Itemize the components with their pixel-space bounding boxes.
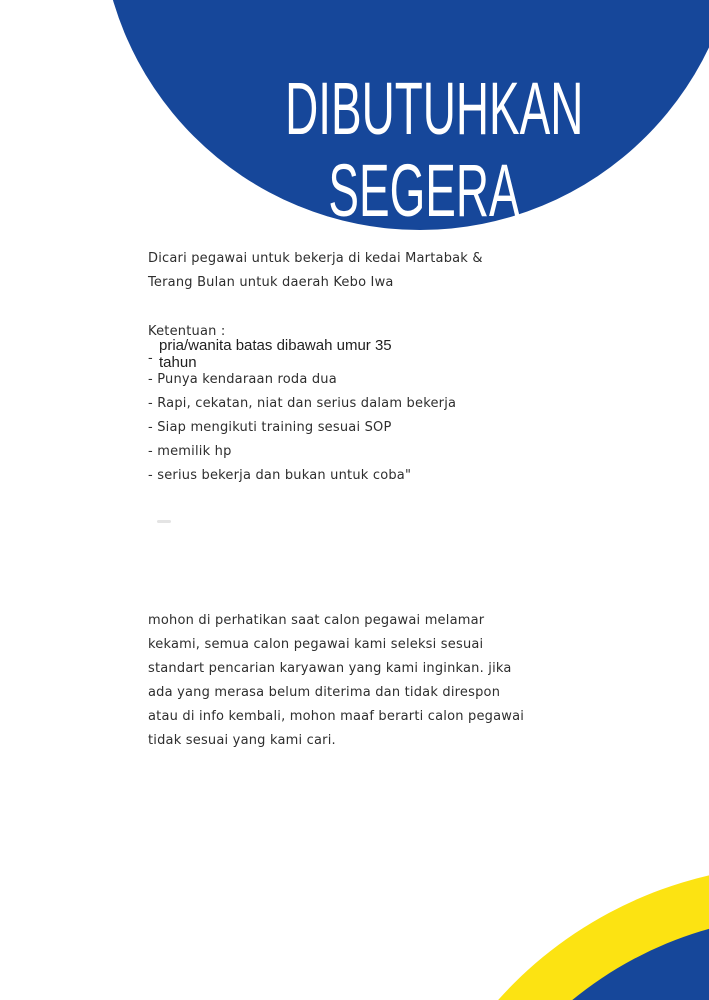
- stray-mark: [157, 520, 171, 523]
- intro-line-1: Dicari pegawai untuk bekerja di kedai Martabak &: [148, 251, 483, 266]
- headline-line-2: SEGERA: [328, 149, 520, 232]
- headline: [285, 67, 584, 232]
- yellow-arc: [395, 865, 709, 1000]
- notice-line: ada yang merasa belum diterima dan tidak direspon: [148, 685, 501, 700]
- headline-line-1: DIBUTUHKAN: [285, 67, 584, 150]
- rules-list: [148, 337, 568, 483]
- notice-line: atau di info kembali, mohon maaf berarti calon pegawai: [148, 709, 525, 724]
- notice-line: kekami, semua calon pegawai kami seleksi sesuai: [148, 637, 484, 652]
- rule-text-age: [159, 337, 392, 371]
- rule-item-neat: - Rapi, cekatan, niat dan serius dalam bekerja: [148, 396, 457, 411]
- rules-title: Ketentuan :: [148, 324, 226, 339]
- blue-arc: [435, 915, 709, 1000]
- notice-line: standart pencarian karyawan yang kami inginkan. jika: [148, 661, 512, 676]
- notice-line: mohon di perhatikan saat calon pegawai melamar: [148, 613, 485, 628]
- intro-line-2: Terang Bulan untuk daerah Kebo Iwa: [148, 275, 394, 290]
- rule-item-phone: - memilik hp: [148, 444, 232, 459]
- rule-item-training: - Siap mengikuti training sesuai SOP: [148, 420, 392, 435]
- rule-item-serious: - serius bekerja dan bukan untuk coba": [148, 468, 412, 483]
- notice-paragraph: [148, 609, 568, 753]
- rule-text-age-line-2: tahun: [159, 354, 197, 371]
- rule-item-age: [148, 338, 568, 370]
- rule-text-age-line-1: pria/wanita batas dibawah umur 35: [159, 337, 392, 354]
- notice-line: tidak sesuai yang kami cari.: [148, 733, 336, 748]
- rules-rest: [148, 368, 456, 488]
- rule-dash: -: [148, 351, 153, 366]
- inner-white-arc: [495, 985, 709, 1000]
- intro-paragraph: [148, 247, 568, 295]
- rule-item-vehicle: - Punya kendaraan roda dua: [148, 372, 337, 387]
